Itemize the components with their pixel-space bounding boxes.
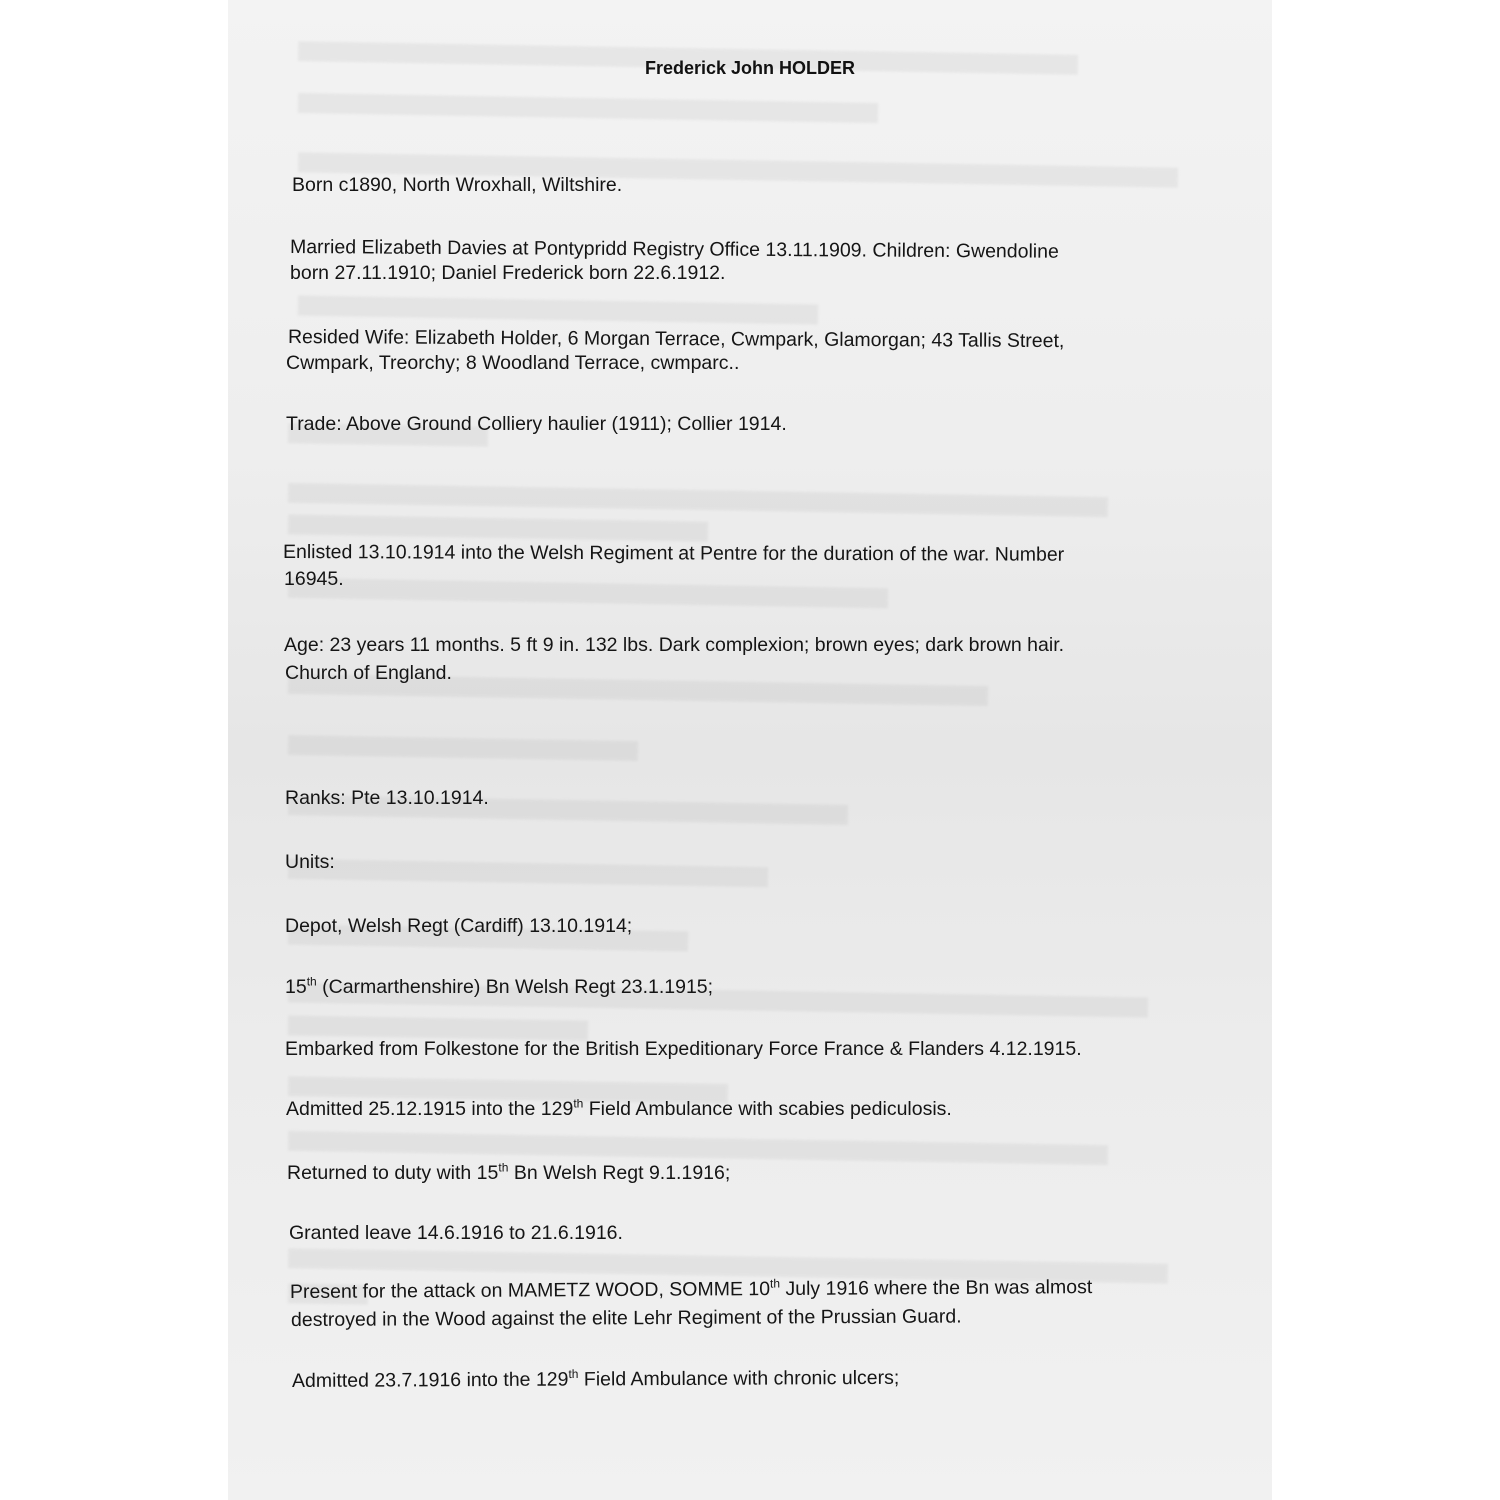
unit-depot: Depot, Welsh Regt (Cardiff) 13.10.1914; bbox=[285, 915, 633, 937]
present-line-1 bbox=[290, 1275, 1092, 1304]
admitted-2-text-b: Field Ambulance with chronic ulcers; bbox=[578, 1366, 900, 1391]
document-page bbox=[228, 0, 1272, 1500]
present-text-a: Present for the attack on MAMETZ WOOD, SOMME 10 bbox=[289, 1278, 771, 1303]
admitted-1-text-b: Field Ambulance with scabies pediculosis. bbox=[583, 1098, 952, 1120]
returned-text-a: Returned to duty with 15 bbox=[287, 1162, 499, 1184]
returned-text-b: Bn Welsh Regt 9.1.1916; bbox=[508, 1162, 731, 1184]
admitted-2-suffix: th bbox=[568, 1367, 579, 1382]
age-line-1: Age: 23 years 11 months. 5 ft 9 in. 132 lbs. Dark complexion; brown eyes; dark brown hair. bbox=[284, 634, 1065, 656]
embarked-line: Embarked from Folkestone for the British Expeditionary Force France & Flanders 4.12.1915. bbox=[285, 1038, 1082, 1060]
married-line-2: born 27.11.1910; Daniel Frederick born 22.6.1912. bbox=[290, 262, 726, 284]
returned-suffix: th bbox=[498, 1160, 509, 1175]
returned-line bbox=[287, 1161, 730, 1185]
resided-line-1: Resided Wife: Elizabeth Holder, 6 Morgan Terrace, Cwmpark, Glamorgan; 43 Tallis Street, bbox=[287, 326, 1065, 353]
show-through-texture bbox=[228, 0, 1272, 1500]
ranks-line: Ranks: Pte 13.10.1914. bbox=[285, 787, 489, 809]
enlisted-line-1: Enlisted 13.10.1914 into the Welsh Regiment at Pentre for the duration of the war. Number bbox=[282, 541, 1065, 566]
units-heading: Units: bbox=[285, 851, 335, 873]
leave-line: Granted leave 14.6.1916 to 21.6.1916. bbox=[289, 1222, 623, 1244]
admitted-line-1 bbox=[286, 1097, 952, 1121]
admitted-1-suffix: th bbox=[573, 1096, 584, 1111]
married-line-1: Married Elizabeth Davies at Pontypridd Registry Office 13.11.1909. Children: Gwendoline bbox=[289, 236, 1059, 263]
present-text-b: July 1916 where the Bn was almost bbox=[779, 1276, 1093, 1301]
unit-15th-text: (Carmarthenshire) Bn Welsh Regt 23.1.1915; bbox=[316, 976, 714, 998]
born-line: Born c1890, North Wroxhall, Wiltshire. bbox=[292, 174, 623, 196]
resided-line-2: Cwmpark, Treorchy; 8 Woodland Terrace, cwmparc.. bbox=[286, 352, 740, 374]
unit-15th-suffix: th bbox=[306, 974, 317, 989]
document-title: Frederick John HOLDER bbox=[644, 58, 856, 78]
present-suffix: th bbox=[769, 1276, 781, 1291]
unit-15th-bn bbox=[285, 975, 713, 999]
age-line-2: Church of England. bbox=[285, 662, 452, 684]
trade-line: Trade: Above Ground Colliery haulier (1911); Collier 1914. bbox=[286, 413, 787, 435]
admitted-line-2 bbox=[292, 1366, 899, 1393]
unit-15th-number: 15 bbox=[285, 976, 307, 998]
admitted-2-text-a: Admitted 23.7.1916 into the 129 bbox=[291, 1368, 569, 1392]
admitted-1-text-a: Admitted 25.12.1915 into the 129 bbox=[286, 1098, 574, 1120]
present-line-2: destroyed in the Wood against the elite Lehr Regiment of the Prussian Guard. bbox=[290, 1305, 962, 1331]
enlisted-line-2: 16945. bbox=[284, 568, 344, 590]
